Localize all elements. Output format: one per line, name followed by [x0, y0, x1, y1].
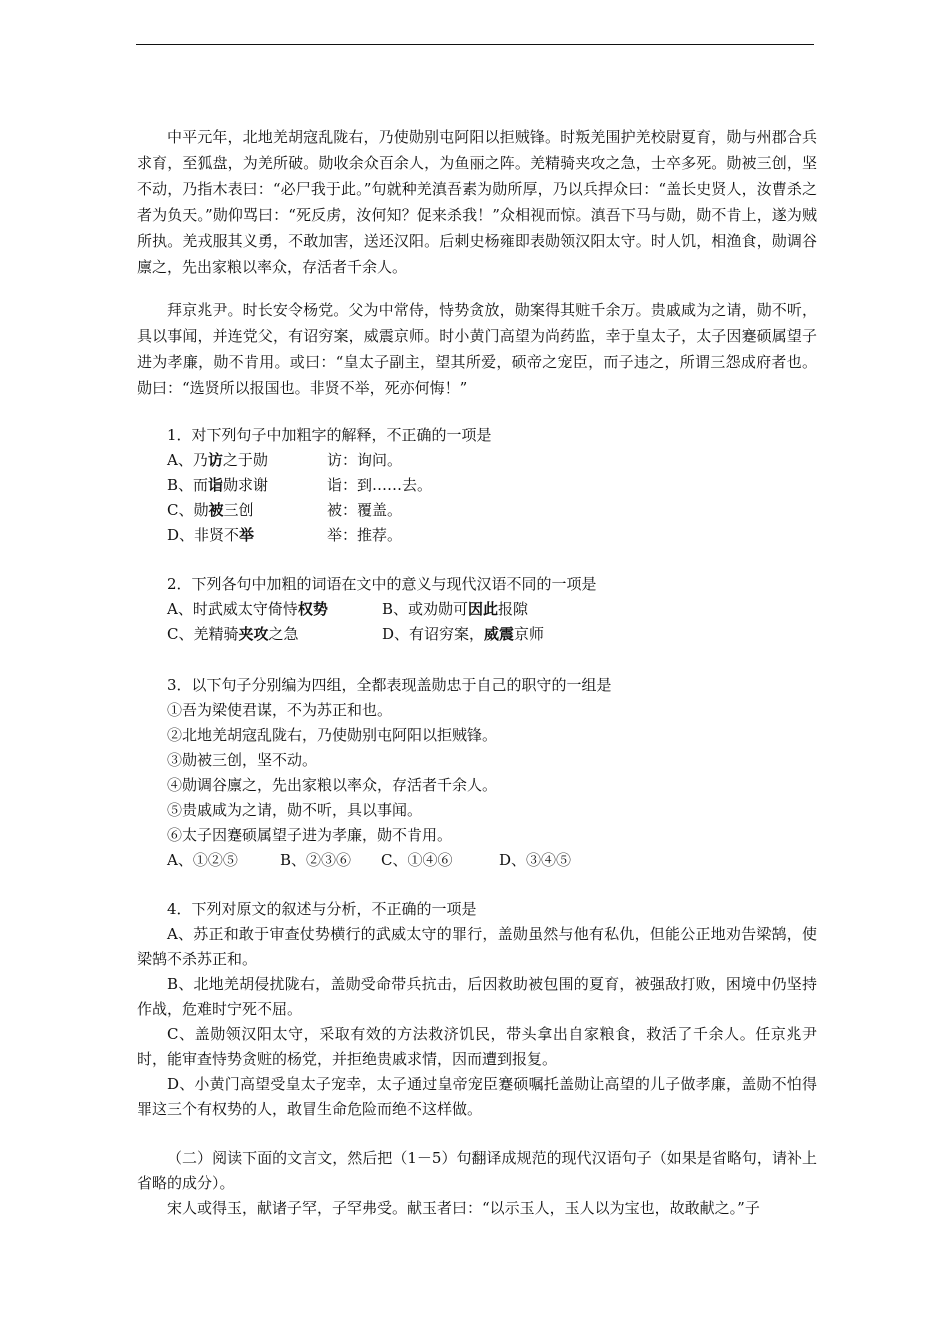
q3-choice-c: C、①④⑥ [381, 851, 453, 869]
question-1 [137, 423, 817, 548]
q3-choice-d: D、③④⑤ [499, 851, 572, 869]
q4-option-b: B、北地羌胡侵扰陇右，盖勋受命带兵抗击，后因救助被包围的夏育，被强敌打败，困境中仍坚持作战，危难时宁死不屈。 [137, 975, 817, 1018]
q4-option-d: D、小黄门高望受皇太子宠幸，太子通过皇帝宠臣蹇硕嘱托盖勋让高望的儿子做孝廉，盖勋不怕得罪这三个有权势的人，敢冒生命危险而绝不这样做。 [137, 1075, 817, 1118]
q4-option-a: A、苏正和敢于审查仗势横行的武威太守的罪行，盖勋虽然与他有私仇，但能公正地劝告梁鹄，使梁鹄不杀苏正和。 [137, 925, 817, 968]
q2-options-cd: C、羌精骑夹攻之急 D、有诏穷案，威震京师 [167, 625, 545, 643]
q3-choices [137, 848, 817, 873]
q3-item-6: ⑥太子因蹇硕属望子进为孝廉，勋不肯用。 [167, 826, 453, 844]
q3-item-3: ③勋被三创，坚不动。 [167, 751, 318, 769]
q3-item-4: ④勋调谷廪之，先出家粮以率众，存活者千余人。 [167, 776, 498, 794]
q2-options-ab: A、时武威太守倚恃权势 B、或劝勋可因此报隙 [167, 600, 529, 618]
question-4-stem: 4．下列对原文的叙述与分析，不正确的一项是 [167, 900, 477, 918]
q1-option-c: C、勋被三创 被：覆盖。 [167, 501, 403, 519]
q1-option-d: D、非贤不举 举：推荐。 [167, 526, 403, 544]
question-3-stem: 3．以下句子分别编为四组，全都表现盖勋忠于自己的职守的一组是 [167, 676, 612, 694]
q3-item-5: ⑤贵戚咸为之请，勋不听，具以事闻。 [167, 801, 423, 819]
q3-choice-a: A、①②⑤ [167, 851, 238, 869]
passage-paragraph-2: 拜京兆尹。时长安令杨党。父为中常侍，恃势贪放，勋案得其赃千余万。贵戚咸为之请，勋不听，具以事闻，并连党父，有诏穷案，威震京师。时小黄门高望为尚药监，幸于皇太子，太子因蹇硕属望子进为孝廉，勋不肯用。或曰：“皇太子副主，望其所爱，硕帝之宠臣，而子违之，所谓三怨成府者也。勋曰：“选贤所以报国也。非贤不举，死亦何悔！” [137, 301, 817, 397]
header-rule [136, 44, 814, 45]
q3-choice-b: B、②③⑥ [280, 851, 352, 869]
part-2-text: 宋人或得玉，献诸子罕，子罕弗受。献玉者曰：“以示玉人，玉人以为宝也，故敢献之。”子 [167, 1199, 760, 1217]
q1-option-a: A、乃访之于勋 访：询问。 [167, 451, 403, 469]
question-3 [137, 673, 817, 873]
q3-item-2: ②北地羌胡寇乱陇右，乃使勋别屯阿阳以拒贼锋。 [167, 726, 498, 744]
part-2 [137, 1146, 817, 1221]
q3-item-1: ①吾为梁使君谋，不为苏正和也。 [167, 701, 393, 719]
q4-option-c: C、盖勋领汉阳太守，采取有效的方法救济饥民，带头拿出自家粮食，救活了千余人。任京兆尹时，能审查恃势贪赃的杨党，并拒绝贵戚求情，因而遭到报复。 [137, 1025, 817, 1068]
q1-option-b: B、而诣勋求谢 诣：到……去。 [167, 476, 433, 494]
question-1-stem: 1．对下列句子中加粗字的解释，不正确的一项是 [167, 426, 492, 444]
passage [137, 124, 817, 280]
question-2-stem: 2．下列各句中加粗的词语在文中的意义与现代汉语不同的一项是 [167, 575, 597, 593]
passage-paragraph-1: 中平元年，北地羌胡寇乱陇右，乃使勋别屯阿阳以拒贼锋。时叛羌围护羌校尉夏育，勋与州郡合兵求育，至狐盘，为羌所破。勋收余众百余人，为鱼丽之阵。羌精骑夹攻之急，士卒多死。勋被三创，坚不动，乃指木表曰：“必尸我于此。”句就种羌滇吾素为勋所厚，乃以兵捍众曰：“盖长史贤人，汝曹杀之者为负天。”勋仰骂曰：“死反虏，汝何知？促来杀我！”众相视而惊。滇吾下马与勋，勋不肯上，遂为贼所执。羌戎服其义勇，不敢加害，送还汉阳。后刺史杨雍即表勋领汉阳太守。时人饥，相渔食，勋调谷廪之，先出家粮以率众，存活者千余人。 [137, 128, 817, 276]
passage-2 [137, 297, 817, 401]
question-4 [137, 897, 817, 1122]
question-2 [137, 572, 817, 647]
part-2-intro: （二）阅读下面的文言文，然后把（1－5）句翻译成规范的现代汉语句子（如果是省略句，请补上省略的成分）。 [137, 1149, 817, 1192]
